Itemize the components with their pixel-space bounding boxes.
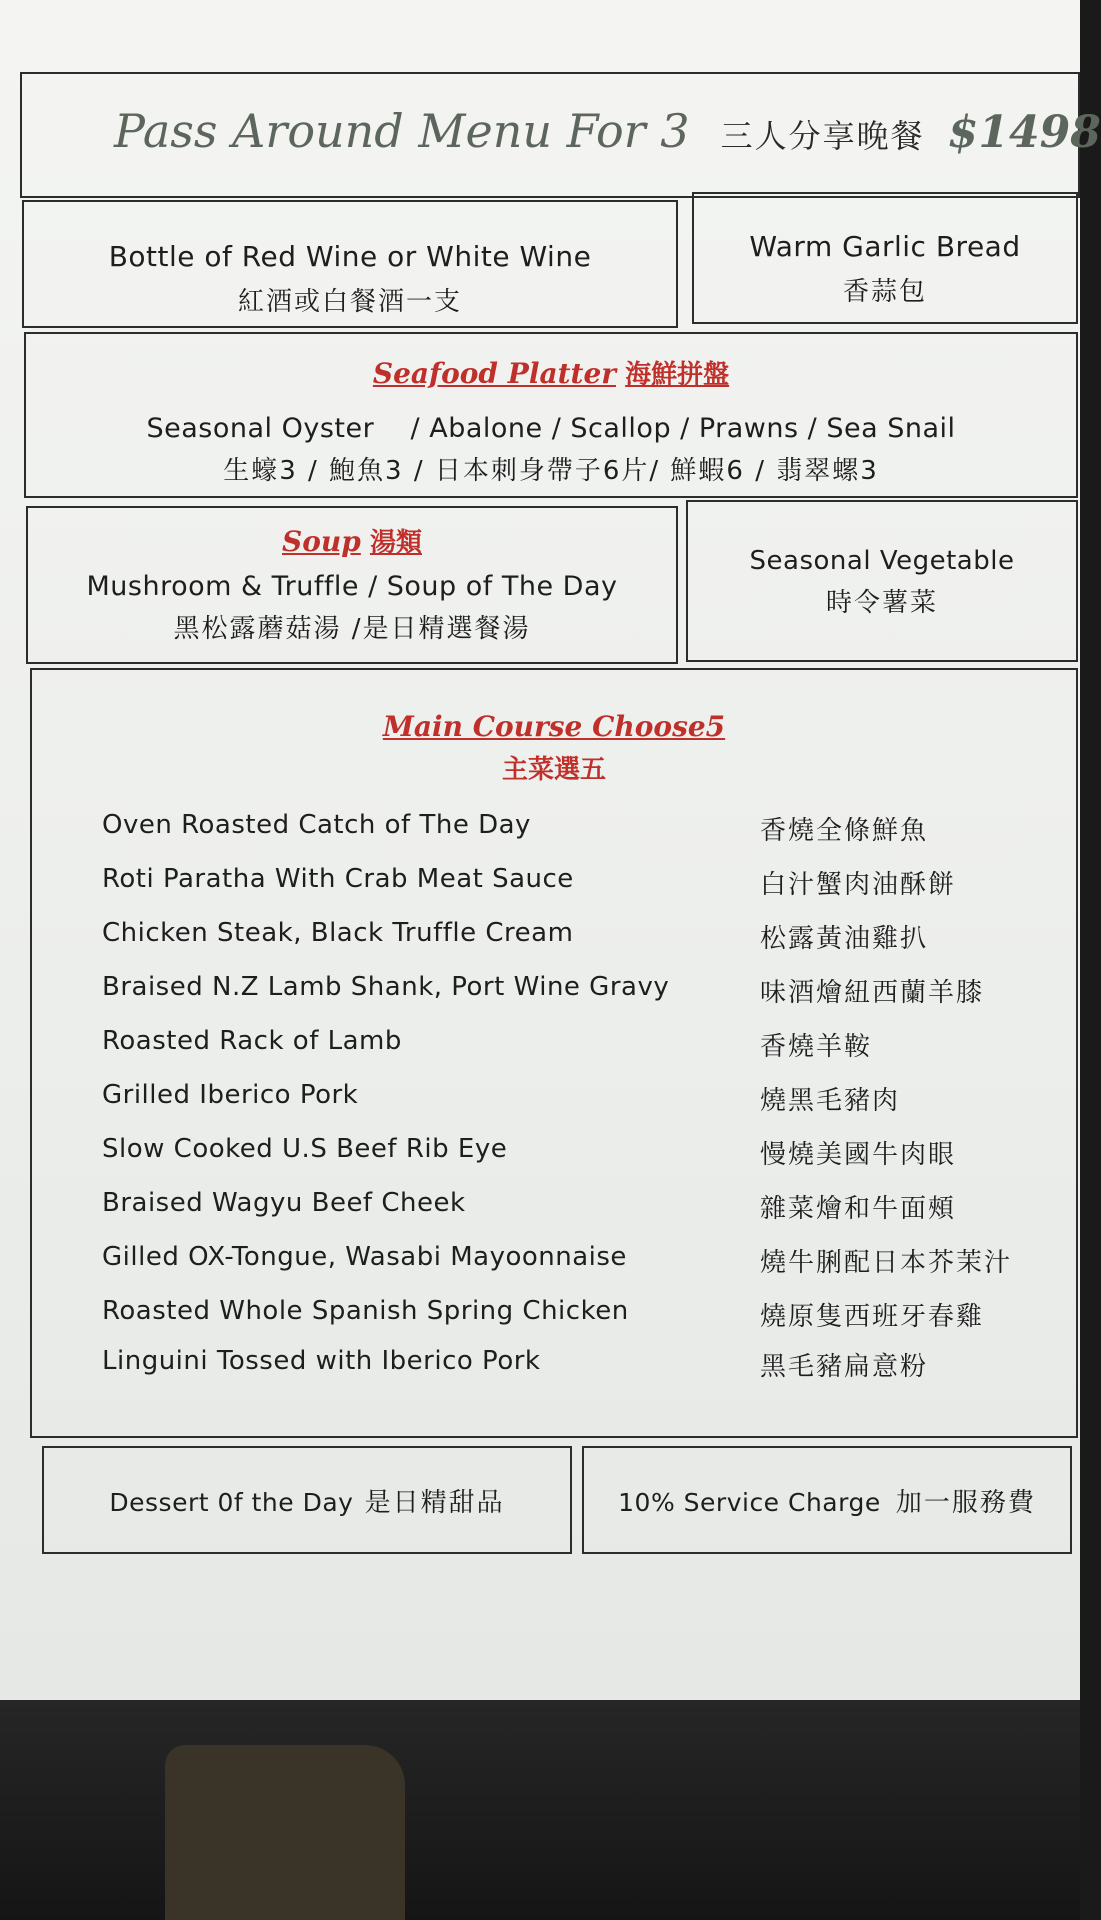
- dessert-en: Dessert 0f the Day: [109, 1488, 354, 1517]
- main-course-list: [32, 670, 1076, 1436]
- main-course-item-zh: 味酒燴紐西蘭羊膝: [760, 978, 985, 1008]
- main-course-item-en: Linguini Tossed with Iberico Pork: [102, 1346, 541, 1376]
- seafood-box: [24, 332, 1078, 498]
- main-course-item: [102, 1242, 1062, 1282]
- main-course-item-en: Grilled Iberico Pork: [102, 1080, 359, 1110]
- main-course-item-zh: 燒牛脷配日本芥茉汁: [760, 1248, 1013, 1278]
- wine-box: [22, 200, 678, 328]
- main-course-item: [102, 1296, 1062, 1336]
- main-course-item-zh: 松露黃油雞扒: [760, 924, 929, 954]
- main-course-item: [102, 864, 1062, 904]
- dessert-box: [42, 1446, 572, 1554]
- main-course-item-en: Slow Cooked U.S Beef Rib Eye: [102, 1134, 508, 1164]
- vegetable-box: [686, 500, 1078, 662]
- bread-en: Warm Garlic Bread: [749, 230, 1021, 263]
- main-course-item: [102, 918, 1062, 958]
- main-course-item-zh: 慢燒美國牛肉眼: [760, 1140, 957, 1170]
- main-course-item-zh: 黑毛豬扁意粉: [760, 1352, 929, 1382]
- soup-zh: 黑松露蘑菇湯 /是日精選餐湯: [173, 614, 531, 644]
- soup-box: [26, 506, 678, 664]
- main-course-item-zh: 香燒全條鮮魚: [760, 816, 929, 846]
- main-course-item-zh: 白汁蟹肉油酥餅: [760, 870, 957, 900]
- main-course-item: [102, 1346, 1062, 1386]
- main-course-title-zh: 主菜選五: [501, 755, 606, 785]
- main-course-item: [102, 1188, 1062, 1228]
- main-course-item: [102, 1080, 1062, 1120]
- menu-header: [20, 72, 1101, 198]
- main-course-item-en: Roasted Rack of Lamb: [102, 1026, 402, 1056]
- menu-price: $1498: [947, 107, 1101, 158]
- main-course-item-en: Roasted Whole Spanish Spring Chicken: [102, 1296, 629, 1326]
- service-en: 10% Service Charge: [618, 1488, 881, 1517]
- soup-title-zh: 湯類: [369, 528, 422, 558]
- menu-title-zh: 三人分享晚餐: [720, 117, 925, 155]
- dessert-zh: 是日精甜品: [364, 1488, 505, 1518]
- table-background: [0, 1700, 1080, 1920]
- soup-en: Mushroom & Truffle / Soup of The Day: [86, 571, 618, 602]
- main-course-item-en: Chicken Steak, Black Truffle Cream: [102, 918, 574, 948]
- vegetable-zh: 時令薯菜: [825, 588, 938, 618]
- main-course-box: [30, 668, 1078, 1438]
- vegetable-en: Seasonal Vegetable: [749, 546, 1015, 576]
- hand-glove: [165, 1745, 405, 1920]
- main-course-item: [102, 1026, 1062, 1066]
- bread-box: [692, 192, 1078, 324]
- service-box: [582, 1446, 1072, 1554]
- main-course-item: [102, 1134, 1062, 1174]
- seafood-items-en: Seasonal Oyster / Abalone / Scallop / Prawns / Sea Snail: [146, 413, 956, 444]
- main-course-item-zh: 香燒羊鞍: [760, 1032, 873, 1062]
- main-course-item-en: Gilled OX-Tongue, Wasabi Mayoonnaise: [102, 1242, 627, 1272]
- wine-zh: 紅酒或白餐酒一支: [237, 287, 462, 317]
- menu-title: Pass Around Menu For 3: [114, 104, 690, 158]
- main-course-item-en: Roti Paratha With Crab Meat Sauce: [102, 864, 574, 894]
- wine-en: Bottle of Red Wine or White Wine: [108, 240, 592, 273]
- bread-zh: 香蒜包: [842, 277, 927, 307]
- seafood-title: Seafood Platter: [372, 357, 617, 390]
- main-course-item-en: Braised Wagyu Beef Cheek: [102, 1188, 466, 1218]
- main-course-item: [102, 972, 1062, 1012]
- service-zh: 加一服務費: [895, 1488, 1036, 1518]
- soup-title: Soup: [282, 525, 361, 558]
- main-course-item-zh: 燒黑毛豬肉: [760, 1086, 901, 1116]
- main-course-title: Main Course Choose5: [382, 710, 726, 743]
- main-course-item-zh: 燒原隻西班牙春雞: [760, 1302, 985, 1332]
- main-course-item-en: Braised N.Z Lamb Shank, Port Wine Gravy: [102, 972, 670, 1002]
- main-course-item-zh: 雜菜燴和牛面頰: [760, 1194, 957, 1224]
- seafood-title-zh: 海鮮拼盤: [625, 360, 730, 390]
- main-course-item: [102, 810, 1062, 850]
- main-course-item-en: Oven Roasted Catch of The Day: [102, 810, 531, 840]
- seafood-items-zh: 生蠔3 / 鮑魚3 / 日本刺身帶子6片/ 鮮蝦6 / 翡翠螺3: [223, 456, 879, 486]
